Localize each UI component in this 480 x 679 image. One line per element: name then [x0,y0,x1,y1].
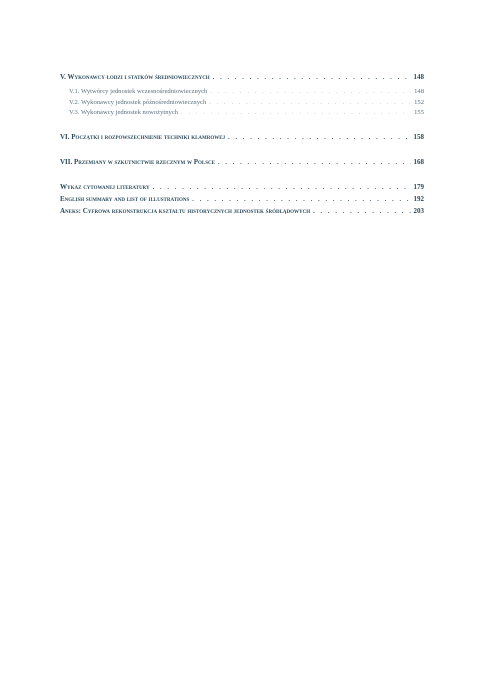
toc-entry-title: V.2. Wykonawcy jednostek późnośredniowiecznych [69,98,207,106]
dot-leader [213,73,411,84]
toc-entry-page: 203 [413,206,424,215]
toc-entry-chapter-vii[interactable] [60,157,424,169]
toc-entry-page: 155 [414,109,424,116]
toc-entry-title: VII. Przemiany w szkutnictwie rzecznym w Polsce [60,157,215,166]
dot-leader [153,183,411,194]
toc-entry-v1[interactable] [60,87,424,98]
toc-entry-bibliography[interactable] [60,182,424,194]
toc-entry-title: English summary and list of illustrations [60,194,190,203]
toc-entry-title: V.1. Wytwórcy jednostek wczesnośredniowiecznych [69,88,208,95]
toc-entry-page: 158 [413,132,424,141]
toc-entry-appendix[interactable] [60,206,424,218]
table-of-contents [60,72,424,218]
toc-entry-page: 179 [413,182,424,191]
toc-entry-title: Wykaz cytowanej literatury [60,182,150,191]
toc-entry-v3[interactable] [60,108,424,119]
toc-entry-page: 148 [413,73,424,81]
toc-entry-page: 152 [414,98,424,106]
toc-entry-page: 148 [414,88,424,95]
toc-entry-title: V. Wykonawcy łodzi i statków średniowiecznych [60,73,210,81]
toc-entry-page: 192 [413,194,424,203]
toc-entry-english-summary[interactable] [60,194,424,206]
toc-entry-page: 168 [413,157,424,166]
toc-entry-title: V.3. Wykonawcy jednostek nowożytnych [69,109,179,116]
toc-entry-v2[interactable] [60,98,424,109]
dot-leader [181,108,411,119]
dot-leader [313,207,410,218]
dot-leader [192,195,410,206]
dot-leader [209,98,411,109]
toc-entry-title: Aneks: Cyfrowa rekonstrukcja kształtu historycznych jednostek śródlądowych [60,206,311,215]
toc-entry-chapter-v[interactable] [60,72,424,84]
dot-leader [210,87,411,98]
dot-leader [218,158,411,169]
dot-leader [228,133,410,144]
toc-entry-chapter-vi[interactable] [60,132,424,144]
toc-entry-title: VI. Początki i rozpowszechnienie techniki klamrowej [60,132,226,141]
